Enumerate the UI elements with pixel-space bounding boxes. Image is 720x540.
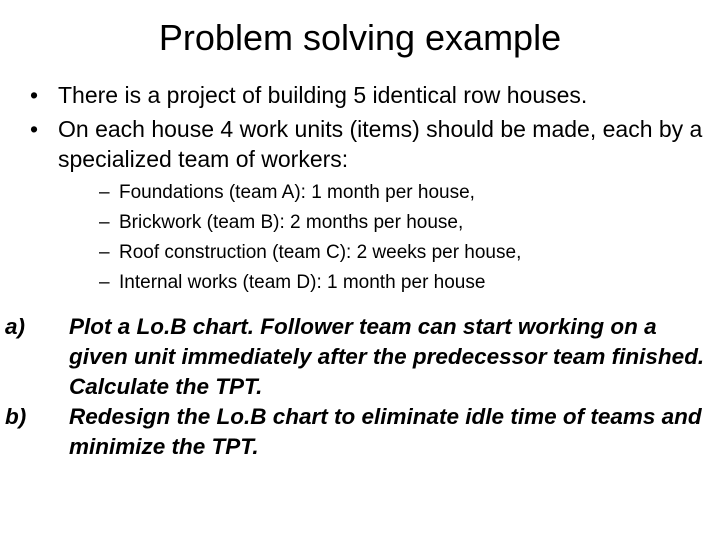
- bullet-marker: •: [30, 82, 39, 108]
- work-unit-text: Foundations (team A): 1 month per house,: [119, 182, 475, 203]
- bullet-item-project: [30, 80, 710, 110]
- work-unit-brickwork: [99, 208, 720, 238]
- work-unit-list: [99, 178, 720, 298]
- work-unit-text: Internal works (team D): 1 month per house: [119, 272, 486, 293]
- task-text: Redesign the Lo.B chart to eliminate idle time of teams and minimize the TPT.: [69, 404, 702, 459]
- slide-title: Problem solving example: [158, 17, 562, 58]
- task-item-b: [5, 402, 705, 462]
- task-item-a: [5, 312, 705, 402]
- bullet-marker: •: [30, 116, 39, 142]
- dash-marker: –: [99, 242, 110, 263]
- bullet-text: There is a project of building 5 identical row houses.: [58, 82, 588, 108]
- task-marker: b): [5, 404, 27, 429]
- bullet-list: [30, 80, 710, 302]
- work-unit-internal: [99, 268, 720, 298]
- bullet-item-work-units: [30, 114, 710, 298]
- work-unit-foundations: [99, 178, 720, 208]
- task-marker: a): [5, 314, 26, 339]
- bullet-text: On each house 4 work units (items) should be made, each by a specialized team of workers:: [58, 116, 703, 172]
- work-unit-text: Roof construction (team C): 2 weeks per house,: [119, 242, 522, 263]
- dash-marker: –: [99, 212, 110, 233]
- work-unit-text: Brickwork (team B): 2 months per house,: [119, 212, 464, 233]
- task-list: [5, 312, 705, 462]
- dash-marker: –: [99, 182, 110, 203]
- task-text: Plot a Lo.B chart. Follower team can start working on a given unit immediately after the predecessor team finished. Calculate the TPT.: [69, 314, 705, 399]
- work-unit-roof: [99, 238, 720, 268]
- dash-marker: –: [99, 272, 110, 293]
